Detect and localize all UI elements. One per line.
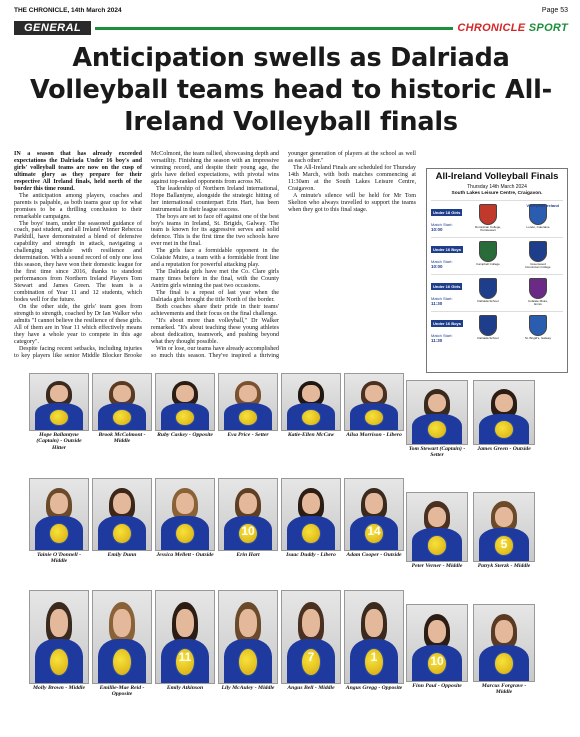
article-paragraph: The anticipation among players, coaches and parents is palpable, as both teams gear up for what promises to be a thrilling conclusion to their remarkable campaigns. (14, 192, 142, 220)
player-caption: Emily Atkinson (166, 685, 204, 691)
player-photo (218, 478, 278, 558)
player-portrait (344, 373, 404, 431)
fixtures-infobox (426, 168, 568, 373)
crest-right-label: Greenwood Dominican College (525, 261, 551, 269)
player-caption: Marcus Forgrave - Middle (481, 683, 527, 696)
player-portrait (281, 590, 341, 684)
player-portrait (344, 478, 404, 551)
volleyball-ireland-logo: Volleyball Ireland (526, 202, 559, 208)
player-caption: Ailsa Morrison - Libero (346, 432, 402, 438)
volleyball-icon (494, 420, 514, 439)
article-paragraph: Win or lose, our teams have already accomplished so much this season. They've inspired a thriving younger generation of players at the school as well as each other." (151, 151, 416, 359)
volleyball-icon (427, 535, 447, 555)
article-paragraph: On the other side, the girls' team goes from strength to strength, coached by Dr Ian Walker who admits "I cannot believe the resilience of these girls. All of them are in Year 11 which effectively means they have a whole year to compete in this age category". (14, 303, 142, 345)
fixture-meta (431, 275, 463, 311)
fixture-meta (431, 201, 463, 237)
player-photo (406, 604, 468, 689)
player-portrait (218, 478, 278, 551)
player-photo (218, 373, 278, 438)
player-caption: Molly Brown - Middle (33, 685, 85, 691)
player-portrait (155, 373, 215, 431)
fixture-category: Under 18 Girls (433, 209, 461, 215)
section-label: GENERAL (14, 21, 91, 35)
player-caption: James Green - Outside (477, 446, 531, 452)
fixture-time: 10:00 (431, 263, 443, 269)
portrait-face (50, 385, 67, 402)
crest-left (474, 204, 502, 234)
portrait-face (239, 493, 256, 514)
fixture-meta (431, 312, 463, 348)
article-paragraph: The leadership of Northern Ireland international, Hope Ballantyne, alongside the strategic hitting of her international counterpart Erin Hart, has been instrumental in their league success. (151, 185, 279, 213)
crest-right (524, 241, 552, 271)
fixture-category: Under 16 Girls (433, 283, 461, 289)
infobox-title: All-Ireland Volleyball Finals (435, 171, 559, 182)
jersey-number: 5 (500, 536, 508, 551)
portrait-face (365, 609, 382, 637)
player-portrait (29, 478, 89, 551)
fixture-time: 11:30 (431, 300, 443, 306)
player-portrait (406, 604, 468, 682)
portrait-face (176, 385, 193, 402)
crest-left-label: Dominican College, Portstewart (474, 224, 501, 232)
portrait-face (239, 609, 256, 637)
volleyball-icon (49, 409, 69, 426)
player-photo (92, 373, 152, 445)
player-caption: Brook McColmont - Middle (98, 432, 146, 445)
player-portrait (344, 590, 404, 684)
player-caption: Adam Cooper - Outside (346, 552, 402, 558)
player-caption: Erin Hart (236, 552, 260, 558)
player-portrait (92, 590, 152, 684)
volleyball-icon (112, 409, 132, 426)
player-portrait (281, 373, 341, 431)
player-photo (281, 478, 341, 558)
player-photo (344, 373, 404, 438)
volleyball-icon (301, 523, 321, 544)
player-caption: Tom Stewart (Captain) - Setter (408, 446, 466, 459)
portrait-face (428, 394, 446, 413)
jersey-number: 7 (307, 649, 315, 664)
player-photo (29, 373, 89, 451)
player-portrait (473, 492, 535, 562)
volleyball-icon (427, 420, 447, 439)
fixture-time: 11:30 (431, 337, 443, 343)
school-crest-icon (529, 241, 547, 262)
player-photo (155, 590, 215, 691)
crest-right (524, 204, 552, 234)
crest-left (474, 315, 502, 345)
section-banner (14, 21, 568, 35)
volleyball-icon (49, 523, 69, 544)
portrait-face (428, 507, 446, 527)
player-portrait (155, 478, 215, 551)
crest-right (524, 278, 552, 308)
article-paragraph: A minute's silence will be held for Mr Tom Skelton who always travelled to support the teams when they got to this final stage. (288, 192, 416, 213)
player-caption: Emillie-Mae Reid - Opposite (99, 685, 145, 698)
portrait-face (113, 493, 130, 514)
fixture-row (431, 274, 563, 311)
fixture-match-label: Match Start: (431, 332, 453, 338)
player-caption: Finn Paul - Opposite (412, 683, 462, 689)
player-photo (406, 380, 468, 459)
player-photo (473, 604, 535, 696)
jersey-number: 11 (178, 649, 192, 664)
school-crest-icon (479, 278, 497, 299)
publication-line: THE CHRONICLE, 14th March 2024 (14, 6, 122, 14)
player-caption: Katie-Ellen McCaw (287, 432, 335, 438)
article-lead: IN a season that has already exceeded expectations the Dalriada Under 16 boy's and girls' volleyball teams are now on the cusp of ultimate glory as they prepare for their respective All Ireland finals, held north of the border this time round. (14, 151, 142, 192)
portrait-face (113, 385, 130, 402)
player-photo (155, 373, 215, 438)
player-portrait (29, 373, 89, 431)
fixture-category: Under 16 Boys (433, 320, 462, 326)
fixture-row (431, 200, 563, 237)
player-caption: Isaac Duddy - Libero (286, 552, 336, 558)
player-photo (218, 590, 278, 691)
school-crest-icon (529, 315, 547, 336)
brand-logo-sport: SPORT (528, 22, 568, 34)
player-photo (406, 492, 468, 569)
player-portrait (29, 590, 89, 684)
article-paragraph: Both coaches share their pride in their teams' achievements and their focus on the final challenge. (151, 303, 279, 317)
portrait-face (176, 609, 193, 637)
page-number: Page 53 (541, 6, 568, 14)
portrait-face (495, 620, 513, 643)
fixture-row (431, 311, 563, 348)
player-caption: Emily Dunn (107, 552, 137, 558)
player-caption: Peter Verner - Middle (411, 563, 463, 569)
portrait-face (495, 507, 513, 527)
article-paragraph: The All-Ireland Finals are scheduled for Thursday 14th March, with both matches commencing at 11:30am at the South Lakes Leisure Centre, Craigavon. (288, 164, 416, 192)
infobox-date: Thursday 14th March 2024 (467, 183, 527, 190)
crest-right-label: Loreto, Coleraine (526, 224, 550, 229)
volleyball-icon (49, 648, 69, 676)
player-photo (155, 478, 215, 558)
article-paragraph: The Dalriada girls have met the Co. Clare girls many times before in the final, with the County Antrim girls winning the past two occasions. (151, 269, 279, 290)
portrait-face (113, 609, 130, 637)
portrait-face (50, 493, 67, 514)
crest-left (474, 278, 502, 308)
fixture-crests (463, 312, 563, 348)
player-photo (29, 590, 89, 691)
crest-left-label: Dalriada School (477, 298, 499, 303)
volleyball-icon (238, 409, 258, 426)
jersey-number: 14 (367, 524, 381, 539)
player-photo (344, 478, 404, 558)
player-photo (92, 478, 152, 558)
article-paragraph: "It's about more than volleyball," Dr Walker remarked. "It's about teaching these young athletes about dedication, teamwork, and pushing beyond what they thought possible. (151, 317, 279, 345)
fixture-row (431, 237, 563, 274)
player-caption: Lily McAuley - Middle (221, 685, 275, 691)
player-portrait (406, 380, 468, 445)
crest-left (474, 241, 502, 271)
volleyball-icon (238, 648, 258, 676)
portrait-face (365, 385, 382, 402)
portrait-face (428, 620, 446, 643)
portrait-face (365, 493, 382, 514)
player-photo (92, 590, 152, 698)
player-caption: Tainie O'Donnell - Middle (36, 552, 82, 565)
fixture-crests (463, 238, 563, 274)
volleyball-icon (494, 652, 514, 675)
banner-rule (95, 27, 453, 30)
fixture-time: 10:00 (431, 226, 443, 232)
portrait-face (302, 609, 319, 637)
volleyball-icon (301, 409, 321, 426)
article-body (14, 151, 416, 363)
player-caption: Jessica Mellett - Outside (156, 552, 214, 558)
player-portrait (92, 478, 152, 551)
player-portrait (155, 590, 215, 684)
volleyball-icon (175, 409, 195, 426)
player-portrait (473, 604, 535, 682)
volleyball-icon (112, 523, 132, 544)
article-paragraph: The boys' team, under the seasoned guidance of coach, past student, and all Ireland Winner Rebecca Parkhill, have demonstrated a blend of defensive capability and strength in attack, navigating a challenging schedule with resilience and determination. With a sound record of only one loss this season, they have won their domestic league for the first time since 2016, thanks to standout performances from Northern Ireland Players Tom Stewart and James Green. The team is a combination of Year 11 and 12 students, which bodes well for the future. (14, 220, 142, 304)
school-crest-icon (479, 315, 497, 336)
portrait-face (495, 394, 513, 413)
fixture-category: Under 16 Boys (433, 246, 462, 252)
article-paragraph: The girls face a formidable opponent in the Colaiste Muire, a team with a formidable front line and a reputation for powerful attacking play. (151, 248, 279, 269)
portrait-face (50, 609, 67, 637)
jersey-number: 1 (370, 649, 378, 664)
player-photo (344, 590, 404, 691)
fixture-match-label: Match Start: (431, 258, 453, 264)
player-portrait (218, 590, 278, 684)
player-portrait (281, 478, 341, 551)
infobox-venue: South Lakes Leisure Centre, Craigavon. (451, 190, 543, 196)
player-caption: Eva Price - Setter (227, 432, 269, 438)
school-crest-icon (529, 278, 547, 299)
portrait-face (176, 493, 193, 514)
article-paragraph: Despite facing recent setbacks, including injuries to key players like senior Middle Blocker Brooke McColmont, the team rallied, showcasing depth and versatility. Finishing the season with an impressive winning record, and despite their young age, the girls have defied expectations, with pivotal wins against top-ranked opponents from across NI. (14, 151, 279, 359)
player-caption: Hope Ballantyne (Captain) - Outside Hitter (36, 432, 82, 451)
article-paragraph: The final is a repeat of last year when the Dalriada girls brought the title North of the border. (151, 290, 279, 304)
headline: Anticipation swells as Dalriada Volleyball teams head to historic All-Ireland Volleyball finals (29, 43, 553, 137)
player-photo (473, 380, 535, 452)
volleyball-icon (112, 648, 132, 676)
volleyball-icon (175, 523, 195, 544)
fixture-list (431, 200, 563, 348)
school-crest-icon (479, 241, 497, 262)
jersey-number: 10 (430, 653, 444, 668)
page-header (14, 4, 568, 16)
fixture-crests (463, 275, 563, 311)
player-caption: Ruby Caskey - Opposite (157, 432, 213, 438)
player-caption: Patryk Sterzk - Middle (477, 563, 531, 569)
crest-right-label: Colaiste Muire, Ennis (527, 298, 548, 306)
brand-logo (457, 22, 568, 34)
crest-right (524, 315, 552, 345)
brand-logo-chronicle: CHRONICLE (457, 22, 526, 34)
player-photo (473, 492, 535, 569)
portrait-face (239, 385, 256, 402)
crest-left-label: Campbell College (476, 261, 500, 266)
fixture-match-label: Match Start: (431, 221, 453, 227)
player-caption: Angus Gregg - Opposite (345, 685, 403, 691)
player-caption: Angus Bell - Middle (287, 685, 335, 691)
article-paragraph: The boys are set to face off against one of the best boy's teams in Ireland, St. Brigids, Galway. The team is known for its aggressive serves and solid defence. This is the first time the two schools have ever met in the final. (151, 213, 279, 248)
portrait-face (302, 493, 319, 514)
fixture-meta (431, 238, 463, 274)
player-portrait (406, 492, 468, 562)
crest-right-label: St. Brigid's, Galway (525, 335, 551, 340)
player-portrait (218, 373, 278, 431)
player-portrait (92, 373, 152, 431)
portrait-face (302, 385, 319, 402)
crest-left-label: Dalriada School (477, 335, 499, 340)
player-photo (29, 478, 89, 565)
player-portrait (473, 380, 535, 445)
player-photo (281, 590, 341, 691)
player-photo (281, 373, 341, 438)
fixture-match-label: Match Start: (431, 295, 453, 301)
school-crest-icon (479, 204, 497, 225)
volleyball-icon (364, 409, 384, 426)
jersey-number: 10 (241, 524, 255, 539)
